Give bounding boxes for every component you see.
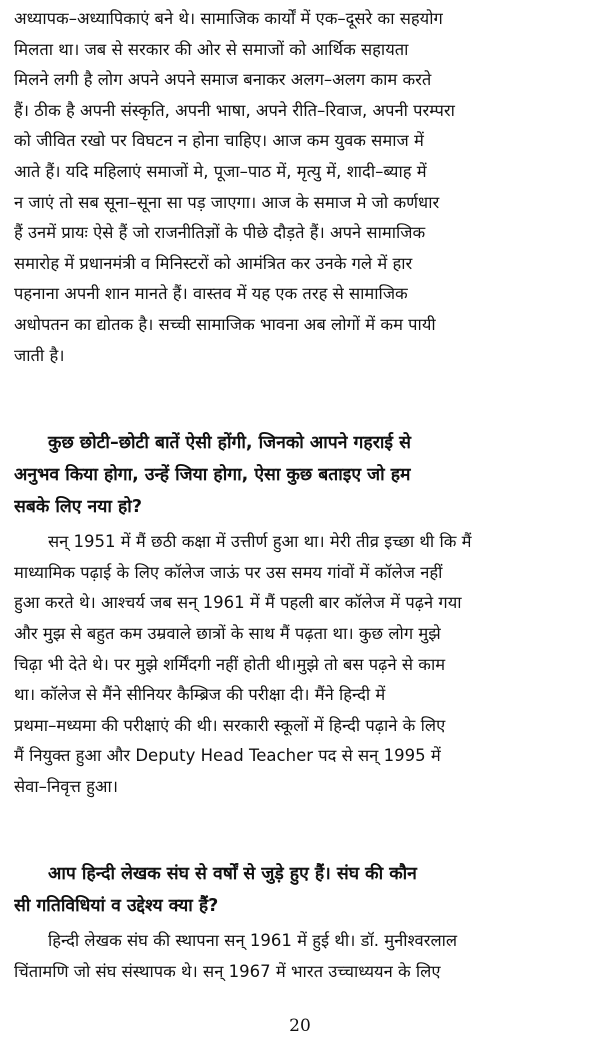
question-line: अनुभव किया होगा, उन्हें जिया होगा, ऐसा कुछ बताइए जो हम	[14, 465, 411, 486]
text-line: अधोपतन का द्योतक है। सच्ची सामाजिक भावना अब लोगों में कम पायी	[14, 314, 436, 334]
text-line: समारोह में प्रधानमंत्री व मिनिस्टरों को आमंत्रित कर उनके गले में हार	[14, 253, 413, 273]
text-line: जाती है।	[14, 345, 65, 365]
paragraph-association-history	[14, 926, 586, 987]
text-line: सेवा–निवृत्त हुआ।	[14, 776, 118, 796]
text-line: हुआ करते थे। आश्चर्य जब सन् 1961 में मैं पहली बार कॉलेज में पढ़ने गया	[14, 593, 462, 613]
text-line: चिढ़ा भी देते थे। पर मुझे शर्मिंदगी नहीं होती थी।मुझे तो बस पढ़ने से काम	[14, 654, 446, 674]
question-heading-writers-association	[14, 858, 586, 922]
document-page	[14, 4, 586, 988]
text-line: हिन्दी लेखक संघ की स्थापना सन् 1961 में हुई थी। डॉ. मुनीश्वरलाल	[48, 931, 458, 951]
question-line: कुछ छोटी–छोटी बातें ऐसी होंगी, जिनको आपने गहराई से	[48, 433, 411, 454]
text-line: पहनाना अपनी शान मानते हैं। वास्तव में यह एक तरह से सामाजिक	[14, 284, 408, 304]
page-number: 20	[289, 1016, 311, 1036]
text-line: न जाएं तो सब सूना–सूना सा पड़ जाएगा। आज के समाज मे जो कर्णधार	[14, 192, 440, 212]
section-gap	[14, 802, 586, 858]
text-line: माध्यामिक पढ़ाई के लिए कॉलेज जाऊं पर उस समय गांवों में कॉलेज नहीं	[14, 562, 443, 582]
text-line: हैं उनमें प्रायः ऐसे हैं जो राजनीतिज्ञों के पीछे दौड़ते हैं। अपने सामाजिक	[14, 223, 426, 243]
text-line: प्रथमा–मध्यमा की परीक्षाएं की थी। सरकारी स्कूलों में हिन्दी पढ़ाने के लिए	[14, 715, 446, 735]
question-line: सबके लिए नया हो?	[14, 497, 142, 518]
question-line: आप हिन्दी लेखक संघ से वर्षों से जुड़े हुए हैं। संघ की कौन	[48, 864, 417, 885]
section-gap	[14, 371, 586, 427]
question-heading-experiences	[14, 427, 586, 523]
paragraph-social-organizations	[14, 4, 586, 371]
text-line: अध्यापक–अध्यापिकाएं बने थे। सामाजिक कार्यों में एक–दूसरे का सहयोग	[14, 9, 443, 28]
text-line: सन् 1951 में मैं छठी कक्षा में उत्तीर्ण हुआ था। मेरी तीव्र इच्छा थी कि मैं	[48, 532, 472, 552]
text-line: चिंतामणि जो संघ संस्थापक थे। सन् 1967 में भारत उच्चाध्ययन के लिए	[14, 962, 441, 982]
text-line: और मुझ से बहुत कम उम्रवाले छात्रों के साथ मैं पढ़ता था। कुछ लोग मुझे	[14, 623, 441, 643]
text-line: हैं। ठीक है अपनी संस्कृति, अपनी भाषा, अपने रीति–रिवाज, अपनी परम्परा	[14, 100, 455, 120]
text-line: मिलने लगी है लोग अपने अपने समाज बनाकर अलग–अलग काम करते	[14, 70, 432, 90]
text-line: आते हैं। यदि महिलाएं समाजों मे, पूजा–पाठ में, मृत्यु में, शादी–ब्याह में	[14, 161, 427, 181]
question-line: सी गतिविधियां व उद्देश्य क्या हैं?	[14, 896, 219, 917]
text-line: को जीवित रखो पर विघटन न होना चाहिए। आज कम युवक समाज में	[14, 131, 424, 151]
text-line: मैं नियुक्त हुआ और Deputy Head Teacher पद से सन् 1995 में	[14, 746, 441, 766]
text-line: था। कॉलेज से मैंने सीनियर कैम्ब्रिज की परीक्षा दी। मैंने हिन्दी में	[14, 685, 386, 705]
paragraph-education-story	[14, 527, 586, 802]
text-line: मिलता था। जब से सरकार की ओर से समाजों को आर्थिक सहायता	[14, 39, 409, 59]
